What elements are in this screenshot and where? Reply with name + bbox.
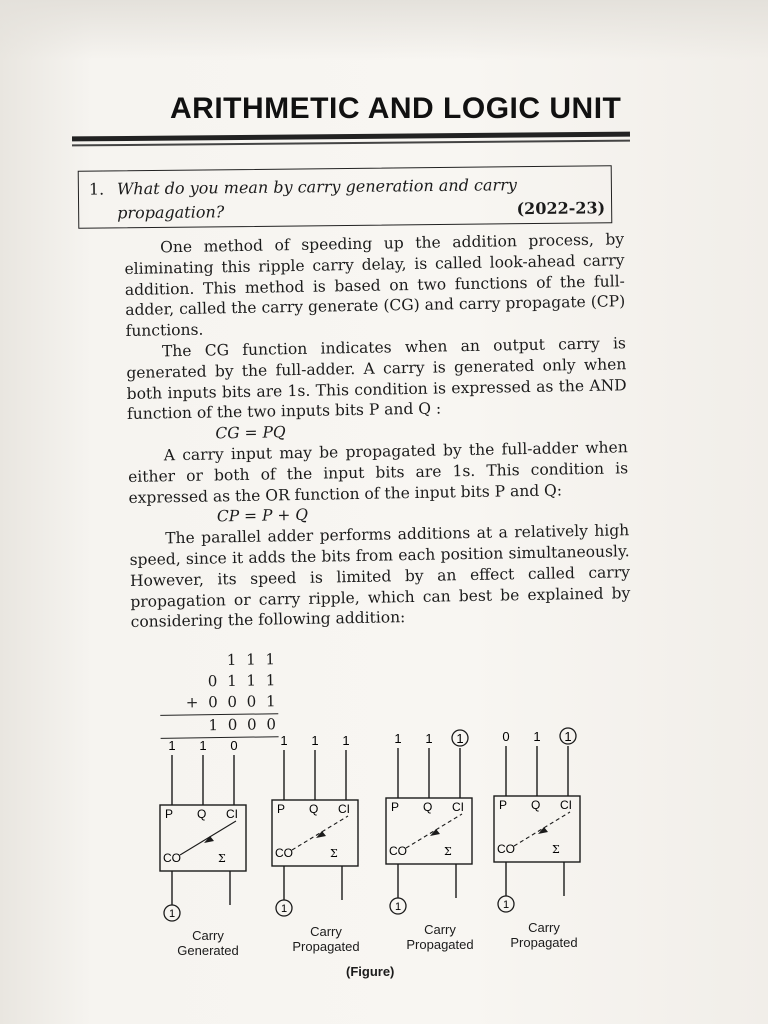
block-1-label-line2: Generated [177, 943, 239, 958]
block-3-input-value-1: 1 [394, 731, 402, 746]
block-1-carry-out-value: 1 [168, 908, 176, 920]
block-4-label [494, 920, 594, 950]
block-2-input-value-2: 1 [311, 733, 319, 748]
block-1-input-value-2: 1 [199, 738, 207, 753]
block-2-pin-sum: Σ [330, 847, 338, 860]
block-1-carry-path [180, 821, 236, 855]
block-1-pin-p: P [165, 807, 174, 821]
block-3-carry-path [406, 814, 462, 848]
block-3-pin-ci: CI [452, 800, 464, 814]
block-3-input-value-3: 1 [456, 731, 464, 746]
paragraph-4: The parallel adder performs additions at a relatively high speed, since it adds the bits from each position simultaneously. However, its speed is limited by an effect called carry propagation or carry ripple, which can best be explained by considering the following addition: [129, 521, 631, 632]
block-1-pin-sum: Σ [218, 852, 226, 865]
block-4-carry-path [514, 812, 570, 846]
block-3-label-line2: Propagated [406, 937, 474, 952]
block-1-input-value-1: 1 [168, 738, 176, 753]
block-1-pin-co: CO [163, 851, 181, 865]
question-number: 1. [88, 179, 105, 199]
result-row: 1 0 0 0 [208, 715, 279, 735]
block-4-pin-p: P [499, 798, 508, 812]
equation-cp: CP = P + Q [216, 506, 309, 526]
block-4-input-value-2: 1 [533, 729, 541, 744]
block-3-input-value-2: 1 [425, 731, 433, 746]
block-2-pin-co: CO [275, 846, 293, 860]
block-4-pin-q: Q [531, 798, 541, 812]
block-4-pin-sum: Σ [552, 843, 560, 856]
block-4-carry-out-value: 1 [502, 899, 510, 911]
question-year: (2022-23) [516, 198, 606, 219]
block-4-input-value-3: 1 [564, 729, 572, 744]
carry-row: 1 1 1 [226, 650, 278, 669]
block-4-input-value-1: 0 [502, 729, 510, 744]
block-3-pin-co: CO [389, 844, 407, 858]
block-2-label-line2: Propagated [292, 939, 360, 954]
block-4-pin-co: CO [497, 842, 515, 856]
block-3-carry-out-value: 1 [394, 901, 402, 913]
block-2-pin-ci: CI [338, 802, 350, 816]
block-4-label-line2: Propagated [510, 935, 578, 950]
block-2-label-line1: Carry [310, 924, 342, 939]
block-2-input-value-1: 1 [280, 733, 288, 748]
block-1-pin-q: Q [197, 807, 207, 821]
block-4-pin-ci: CI [560, 798, 572, 812]
question-text: What do you mean by carry generation and carry propagation? [116, 175, 517, 223]
block-1-label-line1: Carry [192, 928, 224, 943]
block-2-label [276, 924, 376, 954]
block-3-pin-q: Q [423, 800, 433, 814]
block-2-pin-q: Q [309, 802, 319, 816]
figure-caption: (Figure) [346, 964, 395, 979]
block-3-label [390, 922, 490, 952]
paragraph-1: One method of speeding up the addition process, by eliminating this ripple carry delay, is called look-ahead carry addition. This method is based on two functions of the full-adder, called the carry generate (CG) and carry propagate (CP) functions. [124, 230, 626, 341]
block-3-pin-p: P [391, 800, 400, 814]
block-3-label-line1: Carry [424, 922, 456, 937]
block-1-label [158, 928, 258, 958]
chapter-title: ARITHMETIC AND LOGIC UNIT [170, 92, 622, 125]
block-4-label-line1: Carry [528, 920, 560, 935]
block-3-pin-sum: Σ [444, 845, 452, 858]
equation-cg: CG = PQ [215, 423, 286, 443]
paragraph-3: A carry input may be propagated by the full-adder when either or both of the input bits are 1s. This condition is expressed as the OR function of the input bits P and Q: [128, 438, 629, 507]
block-2-pin-p: P [277, 802, 286, 816]
block-2-carry-path [292, 816, 348, 850]
operand-1: 0 1 1 1 [207, 671, 278, 691]
block-2-carry-out-value: 1 [280, 903, 288, 915]
paragraph-2: The CG function indicates when an output carry is generated by the full-adder. A carry is generated only when both inputs bits are 1s. This condition is expressed as the AND function of the two inputs bits P and Q : [126, 334, 627, 424]
block-2-input-value-3: 1 [342, 733, 350, 748]
block-1-input-value-3: 0 [230, 738, 238, 753]
block-1-pin-ci: CI [226, 807, 238, 821]
operand-2: + 0 0 0 1 [185, 692, 279, 712]
